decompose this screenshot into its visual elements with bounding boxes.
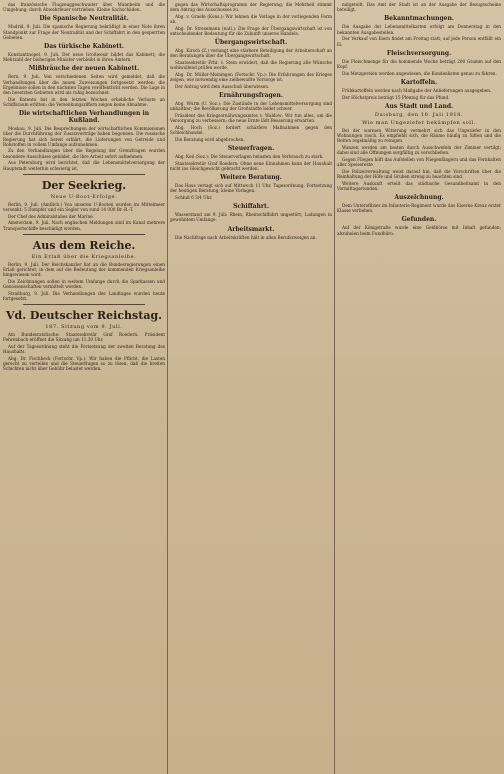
article-heading: Ernährungsfragen. (219, 92, 283, 100)
article-heading: Fleischversorgung. (386, 49, 452, 57)
article-paragraph: Abg. Dr. Müller-Meiningen (Fortschr. Vp.): Die Erfahrungen des Krieges zeigen, wie notwendig eine zielbewußte Vorsorge ist. (170, 72, 332, 83)
article-paragraph: Schluß 6 3/4 Uhr. (175, 195, 213, 201)
article-paragraph: gegen das Wirtschaftsprogramm der Regierung; die Mehrheit stimmt dem Antrag des Ausschusses zu. (170, 2, 332, 13)
article-paragraph: Am Bundesratstische: Staatssekretär Graf Roedern. Präsident Fehrenbach eröffnet die Sitzung um 11.30 Uhr. (3, 332, 165, 343)
article-paragraph: Die Entente hat in den letzten Wochen erhebliche Verluste an Schiffsraum erlitten; die Versenkungsziffern zeigen keine Abnahme. (3, 96, 165, 107)
column-left (3, 2, 165, 772)
article-paragraph: Auf der Königstraße wurde eine Geldbörse mit Inhalt gefunden; abzuholen beim Fundbüro. (337, 225, 501, 236)
article-paragraph: Der Verkauf von Eiern findet am Freitag statt; auf jede Person entfällt ein Ei. (337, 36, 501, 47)
article-paragraph: Moskau, 9. Juli. Die Besprechungen der wirtschaftlichen Kommissionen über die Durchführung der Zusatzverträge haben begonnen. Die russische Regierung hat sich bereit erklärt, die Lieferungen von Getreide und Rohstoffen in vollem Umfange aufzunehmen. (3, 126, 165, 147)
article-heading: Arbeitsmarkt. (227, 225, 275, 233)
article-paragraph: Die Zeichnungen sollen in weitem Umfange durch die Sparkassen und Genossenschaften vermittelt werden. (3, 278, 165, 290)
article-heading: Schiffahrt. (233, 203, 269, 211)
article-heading: Übergangswirtschaft. (214, 39, 288, 47)
article-paragraph: Staatssekretär Frhr. v. Stein erwidert, daß die Regierung alle Wünsche wohlwollend prüfen werde. (170, 60, 332, 71)
article-paragraph: Abg. Dr. Fischbeck (Fortschr. Vp.): Wir haben die Pflicht, die Lasten gerecht zu verteilen und die Steuerfragen so zu lösen, daß die breiten Schichten nicht über Gebühr belastet werden. (3, 356, 165, 372)
section-heading: Der Seekrieg. (41, 178, 127, 192)
section-divider (23, 234, 145, 235)
article-subheading: 187. Sitzung vom 9. Juli. (45, 324, 123, 331)
article-paragraph: Abg. Keil (Soz.): Die Steuervorlagen belasten den Verbrauch zu stark. (175, 154, 324, 160)
article-paragraph: Staatssekretär Graf Roedern: Ohne neue Einnahmen kann der Haushalt nicht ins Gleichgewicht gebracht werden. (170, 160, 332, 171)
article-heading: Das türkische Kabinett. (44, 43, 124, 51)
article-paragraph: Abg. v. Graefe (Kons.): Wir lehnen die Vorlage in der vorliegenden Form ab. (170, 13, 332, 25)
article-subheading: Neue U-Boot-Erfolge. (50, 193, 118, 200)
article-paragraph: Amsterdam, 9. Juli. Nach englischen Meldungen sind im Kanal mehrere Transportschiffe beschädigt worden. (3, 220, 165, 231)
article-heading: Die wirtschaftlichen Verhandlungen in Kußland. (18, 110, 150, 125)
article-paragraph: Die Nachfrage nach Arbeitskräften hält in allen Berufszweigen an. (175, 234, 317, 240)
article-paragraph: Zu den Verhandlungen über die Regelung der Grenzfragen wurden besondere Ausschüsse gebildet, die ihre Arbeit sofort aufnehmen. (3, 148, 165, 159)
article-paragraph: Abg. Hoch (Soz.) fordert schärfere Maßnahmen gegen den Schleichhandel. (170, 124, 332, 136)
article-subheading: Duisburg, den 10. Juli 1918. (374, 111, 464, 118)
article-heading: Gefunden. (401, 216, 437, 224)
article-paragraph: Die Beratung wird abgebrochen. (175, 136, 245, 142)
article-heading: Bekanntmachungen. (384, 15, 454, 23)
article-paragraph: Berlin, 9. Juli. Der Reichskanzler hat an die Bundesregierungen einen Erlaß gerichtet, in dem auf die Bedeutung der kommenden Kriegsanleihe hingewiesen wird. (3, 261, 165, 278)
article-paragraph: Der Chef des Admiralstabes der Marine. (8, 213, 95, 219)
article-paragraph: Präsident des Kriegsernährungsamtes v. Waldow: Wir tun alles, um die Versorgung zu verbessern; die neue Ernte läßt Besserung erwarten. (170, 113, 332, 124)
article-paragraph: Abg. Wurm (U. Soz.): Die Zustände in der Lebensmittelversorgung sind unhaltbar; die Bevölkerung der Großstädte leidet schwer. (170, 101, 332, 112)
article-heading: Mißbräuche der neuen Kabinett. (28, 65, 140, 73)
article-paragraph: Aus Petersburg wird berichtet, daß die Lebensmittelversorgung der Hauptstadt weiterhin schwierig ist. (3, 160, 165, 171)
article-paragraph: Der Antrag wird dem Ausschuß überwiesen. (175, 83, 270, 89)
article-heading: Steuerfragen. (227, 145, 275, 153)
article-subheading: Wie man Ungeziefer bekämpfen soll. (362, 119, 476, 126)
section-heading: Vd. Deutscher Reichstag. (6, 309, 162, 323)
article-paragraph: Auf der Tagesordnung steht die Fortsetzung der zweiten Beratung des Haushalts. (3, 344, 165, 355)
article-heading: Auszeichnung. (394, 193, 444, 201)
article-heading: Aus Stadt und Land. (384, 102, 454, 110)
article-paragraph: Konstantinopel, 9. Juli. Der neue Großwesir bildet das Kabinett; die Mehrzahl der bisherigen Minister verbleibt in ihren Ämtern. (3, 52, 165, 63)
article-heading: Weitere Beratung. (220, 174, 282, 182)
column-right (337, 2, 501, 772)
article-paragraph: Abg. Dr. Stresemann (natl.): Die Frage der Übergangswirtschaft ist von entscheidender Bedeutung für die Zukunft unseres Handels. (170, 25, 332, 37)
section-divider (23, 304, 145, 305)
article-paragraph: Straßburg, 9. Juli. Die Verhandlungen des Landtages wurden heute fortgesetzt. (3, 290, 165, 301)
article-heading: Die Spanische Neutralität. (39, 15, 129, 23)
article-paragraph: Die Ausgabe der Lebensmittelkarten erfolgt am Donnerstag in den bekannten Ausgabestellen. (337, 24, 501, 35)
article-paragraph: Gegen Fliegen hilft das Aufstellen von Fliegenfängern und das Fernhalten aller Speisereste. (337, 156, 501, 167)
section-heading: Aus dem Reiche. (32, 238, 136, 252)
article-paragraph: Der Höchstpreis beträgt 15 Pfennig für das Pfund. (342, 94, 450, 100)
article-paragraph: Abg. Kirsch (Z.) verlangt eine stärkere Beteiligung der Arbeiterschaft an den Beratungen über die Übergangswirtschaft. (170, 48, 332, 59)
article-paragraph: Wanzen werden am besten durch Ausschwefeln der Zimmer vertilgt; dabei sind alle Öffnungen sorgfältig zu verschließen. (337, 144, 501, 156)
article-paragraph: Die Fleischmenge für die kommende Woche beträgt 200 Gramm auf den Kopf. (337, 58, 501, 69)
article-heading: Kartoffeln. (400, 78, 438, 86)
article-paragraph: Die Metzgereien werden angewiesen, die Kundenlisten genau zu führen. (342, 70, 497, 76)
column-rule (334, 0, 335, 774)
article-paragraph: Bern, 9. Juli. Von verschiedenen Seiten wird gemeldet, daß die Verhandlungen über die neuen Zuweisungen fortgesetzt werden; die Ergebnisse sollen in den nächsten Tagen veröffentlicht werden. Die Lage in den besetzten Gebieten wird als ruhig bezeichnet. (3, 74, 165, 96)
article-paragraph: Berlin, 9. Juli. (Amtlich.) Von unseren U-Booten wurden im Mittelmeer versenkt: 5 Dampfer und ein Segler von rund 14 000 Br.-R.-T. (3, 201, 165, 212)
article-paragraph: mitgeteilt. Das Amt der Stadt ist an der Ausgabe der Bezugsscheine beteiligt. (337, 2, 501, 13)
article-paragraph: Weitere Auskunft erteilt das städtische Gesundheitsamt in den Vormittagsstunden. (337, 180, 501, 191)
article-paragraph: Madrid, 9. Juli. Die spanische Regierung bekräftigt in einer Note ihren Standpunkt zur Frage der Neutralität und der Schiffahrt in den gesperrten Gebieten. (3, 24, 165, 40)
column-rule (167, 0, 168, 774)
section-divider (23, 174, 145, 175)
article-paragraph: Die Polizeiverwaltung weist darauf hin, daß die Vorschriften über die Reinhaltung der Höfe und Gruben streng zu beachten sind. (337, 168, 501, 179)
article-subheading: Ein Erlaß über die Kriegsanleihe. (31, 253, 137, 260)
article-paragraph: Dem Unteroffizier im Infanterie-Regiment wurde das Eiserne Kreuz erster Klasse verliehen. (337, 202, 501, 214)
article-paragraph: Frühkartoffeln werden nach Maßgabe der Anlieferungen ausgegeben. (342, 87, 492, 93)
article-paragraph: Wasserstand am 9. Juli: Rhein, Rheinschiffahrt ungestört; Ladungen in gewohntem Umfange. (170, 212, 332, 223)
article-paragraph: das französische Flugzeuggeschwader über Mannheim und die Umgebung; durch Abwehrfeuer vertrieben. Kleine Sachschäden. (3, 2, 165, 13)
column-middle (170, 2, 332, 772)
article-paragraph: Bei der warmen Witterung vermehrt sich das Ungeziefer in den Wohnungen rasch. Es empfiehlt sich, die Räume häufig zu lüften und die Betten regelmäßig zu reinigen. (337, 127, 501, 144)
article-paragraph: Das Haus vertagt sich auf Mittwoch 11 Uhr. Tagesordnung: Fortsetzung der heutigen Beratung; kleine Vorlagen. (170, 183, 332, 194)
